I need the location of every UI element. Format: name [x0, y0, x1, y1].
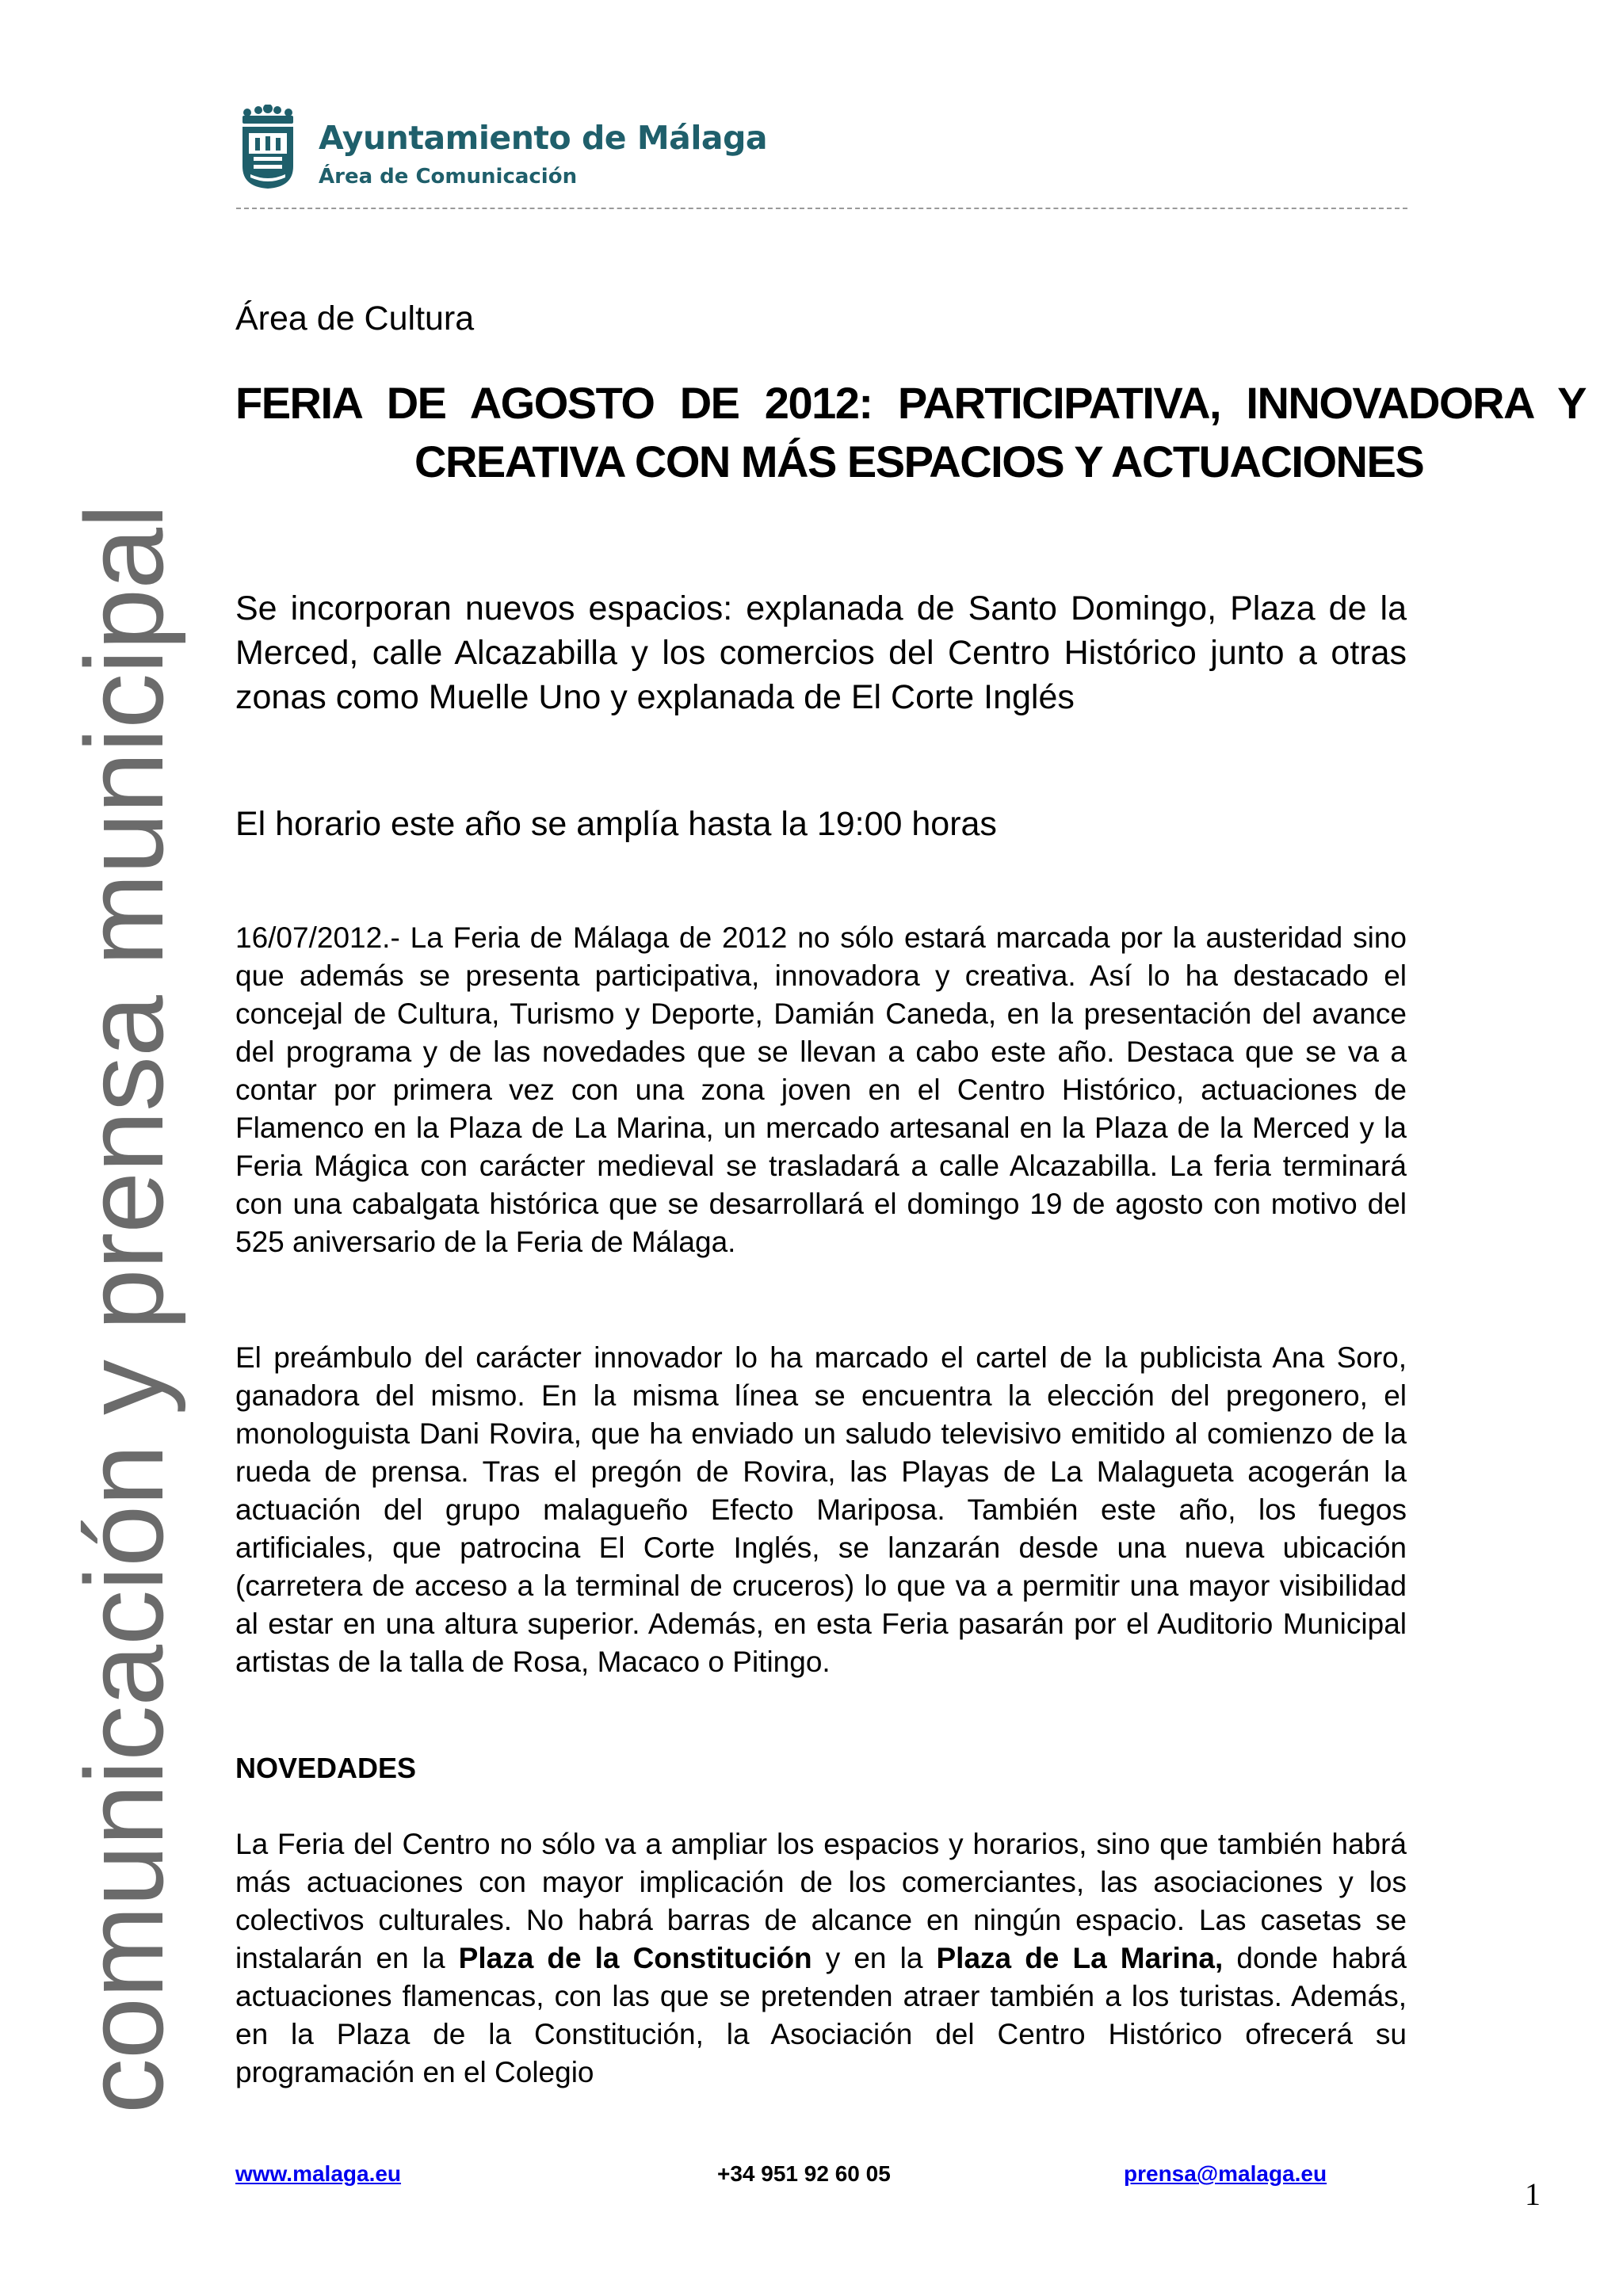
- press-release-title: FERIA DE AGOSTO DE 2012: PARTICIPATIVA, INNOVADORA Y CREATIVA CON MÁS ESPACIOS Y ACTUACIONES: [235, 378, 1586, 486]
- page-number: 1: [1525, 2176, 1541, 2212]
- body-paragraph-3: [235, 1825, 1407, 2092]
- department-name: Área de Comunicación: [319, 165, 578, 189]
- press-release-subtitle: Se incorporan nuevos espacios: explanada de Santo Domingo, Plaza de la Merced, calle Alcazabilla y los comercios del Centro Histórico junto a otras zonas como Muelle Uno y explanada de El Corte Inglés: [235, 589, 1407, 716]
- body-paragraph-1: 16/07/2012.- La Feria de Málaga de 2012 no sólo estará marcada por la austeridad sino que además se presenta participativa, innovadora y creativa. Así lo ha destacado el concejal de Cultura, Turismo y Deporte, Damián Caneda, en la presentación del avance del programa y de las novedades que se llevan a cabo este año. Destaca que se va a contar por primera vez con una zona joven en el Centro Histórico, actuaciones de Flamenco en la Plaza de La Marina, un mercado artesanal en la Plaza de la Merced y la Feria Mágica con carácter medieval se trasladará a calle Alcazabilla. La feria terminará con una cabalgata histórica que se desarrollará el domingo 19 de agosto con motivo del 525 aniversario de la Feria de Málaga.: [235, 921, 1407, 1258]
- body-paragraph-2: El preámbulo del carácter innovador lo ha marcado el cartel de la publicista Ana Soro, ganadora del mismo. En la misma línea se encuentra la elección del pregonero, el monologuista Dani Rovira, que ha enviado un saludo televisivo emitido al comienzo de la rueda de prensa. Tras el pregón de Rovira, las Playas de La Malagueta acogerán la actuación del grupo malagueño Efecto Mariposa. También este año, los fuegos artificiales, que patrocina El Corte Inglés, se lanzarán desde una nueva ubicación (carretera de acceso a la terminal de cruceros) lo que va a permitir una mayor visibilidad al estar en una altura superior. Además, en esta Feria pasarán por el Auditorio Municipal artistas de la talla de Rosa, Macaco o Pitingo.: [235, 1341, 1407, 1678]
- header-divider: [236, 208, 1407, 209]
- malaga-coat-of-arms-logo: [238, 105, 298, 190]
- footer-email: [1124, 2160, 1327, 2188]
- paragraph-text: donde habrá actuaciones flamencas, con las que se pretenden atraer también a los turistas. Además, en la Plaza de la Constitución, la Asociación del Centro Histórico ofrecerá su programación en el Colegio: [235, 1942, 1407, 2088]
- footer-website: [235, 2160, 401, 2188]
- paragraph-text: y en la: [812, 1942, 937, 1974]
- bold-place-constitucion: Plaza de la Constitución: [458, 1942, 812, 1974]
- section-area-label: Área de Cultura: [235, 299, 475, 338]
- paragraph-text: La Feria del Centro no sólo va a ampliar los espacios y horarios, sino que también habrá más actuaciones con mayor implicación de los comerciantes, las asociaciones y los colectivos culturales. No habrá barras de alcance en ningún espacio. Las casetas se instalarán en la: [235, 1828, 1407, 1974]
- organization-name: Ayuntamiento de Málaga: [319, 119, 768, 157]
- section-heading-novedades: NOVEDADES: [235, 1752, 417, 1784]
- sidebar-vertical-text: comunicación y prensa municipal: [62, 504, 186, 2114]
- bold-place-marina: Plaza de La Marina,: [936, 1942, 1224, 1974]
- website-link[interactable]: www.malaga.eu: [235, 2161, 402, 2186]
- press-release-subtitle-schedule: El horario este año se amplía hasta la 19:00 horas: [235, 805, 997, 843]
- footer-phone: +34 951 92 60 05: [717, 2161, 891, 2186]
- header-organization: [319, 119, 767, 190]
- email-link[interactable]: prensa@malaga.eu: [1124, 2161, 1327, 2186]
